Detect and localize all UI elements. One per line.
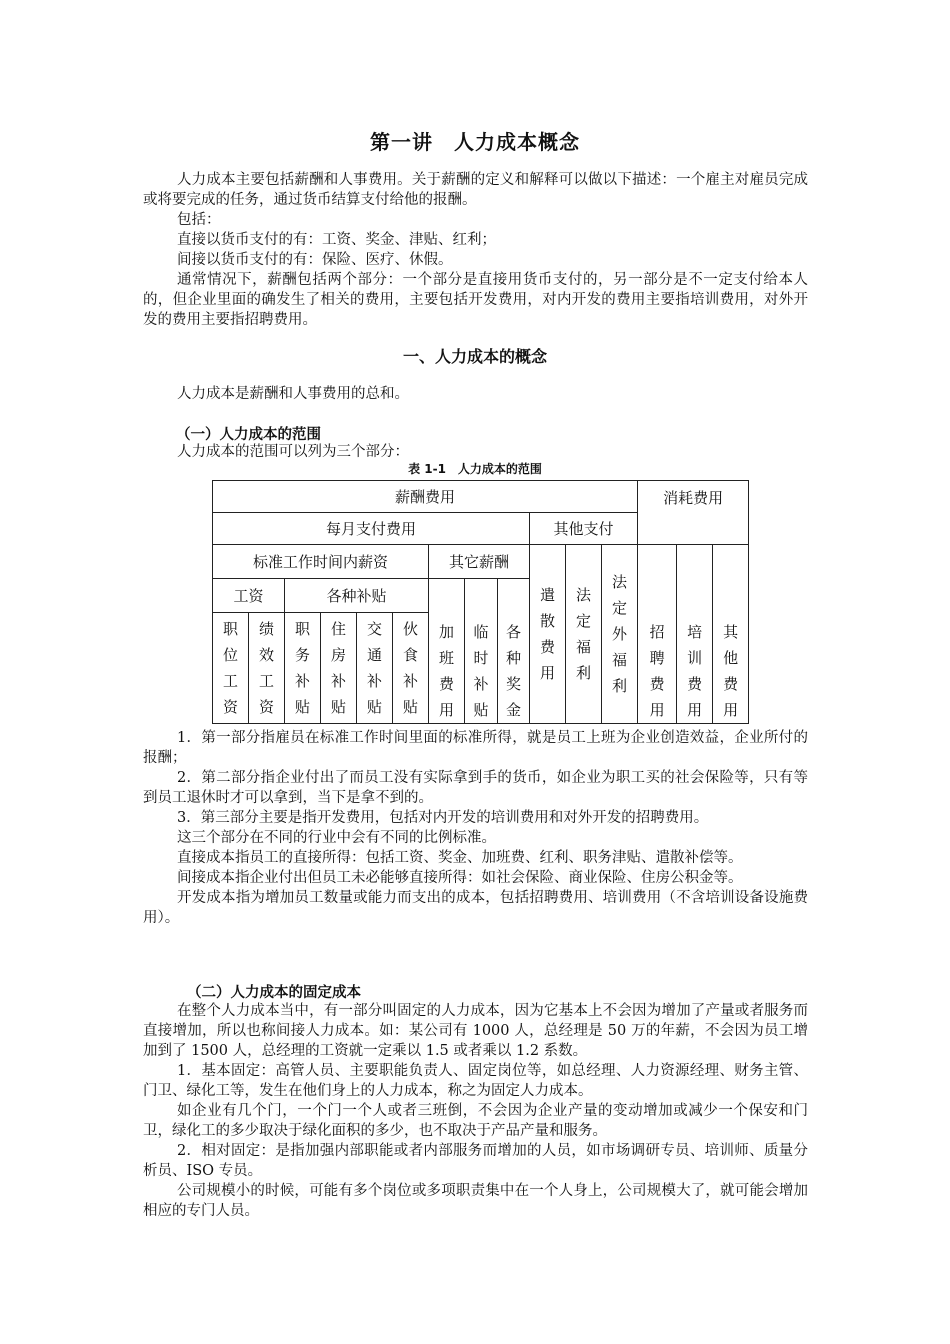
paragraph: 开发成本指为增加员工数量或能力而支出的成本，包括招聘费用、培训费用（不含培训设备设施费用）。: [143, 890, 808, 926]
page-title: 第一讲 人力成本概念: [370, 130, 580, 154]
subsection-heading: （一）人力成本的范围: [176, 427, 321, 443]
sub1-text: [143, 442, 808, 462]
paragraph: 1．第一部分指雇员在标准工作时间里面的标准所得，就是员工上班为企业创造效益，企业所付的报酬；: [143, 730, 808, 766]
paragraph: 这三个部分在不同的行业中会有不同的比例标准。: [177, 830, 496, 846]
paragraph: 2．相对固定：是指加强内部职能或者内部服务而增加的人员，如市场调研专员、培训师、质量分析员、ISO 专员。: [143, 1143, 808, 1179]
cell-text: 其 他 费 用: [723, 623, 739, 719]
after-table-block: [143, 728, 808, 928]
paragraph: 人力成本的范围可以列为三个部分：: [177, 444, 409, 460]
header-salary: 薪酬费用: [213, 481, 638, 513]
paragraph: 包括：: [177, 212, 221, 228]
paragraph: 3．第三部分主要是指开发费用，包括对内开发的培训费用和对外开发的招聘费用。: [177, 810, 709, 826]
cell-text: 绩 效 工 资: [258, 620, 274, 716]
paragraph: 直接成本指员工的直接所得：包括工资、奖金、加班费、红利、职务津贴、遣散补偿等。: [177, 850, 743, 866]
cell-bonus: [498, 579, 530, 724]
header-wage: 工资: [213, 579, 285, 613]
paragraph: 如企业有几个门，一个门一个人或者三班倒，不会因为企业产量的变动增加或减少一个保安和门卫，绿化工的多少取决于绿化面积的多少，也不取决于产品产量和服务。: [143, 1103, 808, 1139]
cell-text: 遣 散 费 用: [539, 586, 555, 682]
cell-training: [677, 545, 713, 724]
paragraph: 公司规模小的时候，可能有多个岗位或多项职责集中在一个人身上，公司规模大了，就可能会增加相应的专门人员。: [143, 1183, 808, 1219]
cell-text: 各 种 奖 金: [505, 623, 521, 719]
cell-statutory-welfare: [566, 545, 602, 724]
cell-text: 职 务 补 贴: [294, 620, 310, 716]
header-std-salary: 标准工作时间内薪资: [213, 545, 429, 579]
paragraph: 人力成本主要包括薪酬和人事费用。关于薪酬的定义和解释可以做以下描述：一个雇主对雇员完成或将要完成的任务，通过货币结算支付给他的报酬。: [143, 172, 808, 208]
cell-severance: [530, 545, 566, 724]
paragraph: 间接成本指企业付出但员工未必能够直接所得：如社会保险、商业保险、住房公积金等。: [177, 870, 743, 886]
intro-block: [143, 170, 808, 330]
cell-text: 职 位 工 资: [222, 620, 238, 716]
sub2-block: [143, 1001, 808, 1221]
cell-performance-wage: [249, 613, 285, 724]
cell-meal-allowance: [393, 613, 429, 724]
cell-text: 住 房 补 贴: [330, 620, 346, 716]
cell-recruit: [638, 545, 677, 724]
cell-duty-allowance: [285, 613, 321, 724]
cell-text: 招 聘 费 用: [649, 623, 665, 719]
header-other-salary: 其它薪酬: [429, 545, 530, 579]
cell-text: 伙 食 补 贴: [402, 620, 418, 716]
cell-position-wage: [213, 613, 249, 724]
cell-text: 加 班 费 用: [438, 623, 454, 719]
header-other-pay: 其他支付: [530, 513, 638, 545]
paragraph: 1．基本固定：高管人员、主要职能负责人、固定岗位等，如总经理、人力资源经理、财务主管、门卫、绿化工等，发生在他们身上的人力成本，称之为固定人力成本。: [143, 1063, 808, 1099]
cell-text: 培 训 费 用: [687, 623, 703, 719]
cost-scope-table: [212, 480, 749, 724]
section1-text: [143, 384, 808, 404]
cell-text: 法 定 外 福 利: [612, 573, 628, 695]
paragraph: 人力成本是薪酬和人事费用的总和。: [177, 386, 409, 402]
paragraph: 在整个人力成本当中，有一部分叫固定的人力成本，因为它基本上不会因为增加了产量或者服务而直接增加，所以也称间接人力成本。如：某公司有 1000 人，总经理是 50 万的年薪，不会因为员工增加到了 1500 人，总经理的工资就一定乘以 1.5 或者乘以 1.2 系数。: [143, 1003, 808, 1059]
paragraph: 2．第二部分指企业付出了而员工没有实际拿到手的货币，如企业为职工买的社会保险等，只有等到员工退休时才可以拿到，当下是拿不到的。: [143, 770, 808, 806]
cell-text: 法 定 福 利: [575, 586, 591, 682]
cell-temp-allowance: [465, 579, 498, 724]
cell-transport-allowance: [357, 613, 393, 724]
header-consume: 消耗费用: [638, 481, 749, 545]
cell-housing-allowance: [321, 613, 357, 724]
subsection-heading: （二）人力成本的固定成本: [187, 985, 361, 1001]
cell-text: 交 通 补 贴: [366, 620, 382, 716]
cell-overtime: [429, 579, 465, 724]
table-caption: 表 1-1 人力成本的范围: [408, 462, 542, 476]
header-allowance: 各种补贴: [285, 579, 429, 613]
paragraph: 间接以货币支付的有：保险、医疗、休假。: [177, 252, 453, 268]
header-monthly: 每月支付费用: [213, 513, 530, 545]
cell-text: 临 时 补 贴: [473, 623, 489, 719]
paragraph: 直接以货币支付的有：工资、奖金、津贴、红利；: [177, 232, 496, 248]
section-heading: 一、人力成本的概念: [402, 347, 547, 366]
cell-extra-welfare: [602, 545, 638, 724]
paragraph: 通常情况下，薪酬包括两个部分：一个部分是直接用货币支付的，另一部分是不一定支付给本人的，但企业里面的确发生了相关的费用，主要包括开发费用，对内开发的费用主要指培训费用，对外开发的费用主要指招聘费用。: [143, 272, 808, 328]
cell-other-cost: [713, 545, 749, 724]
